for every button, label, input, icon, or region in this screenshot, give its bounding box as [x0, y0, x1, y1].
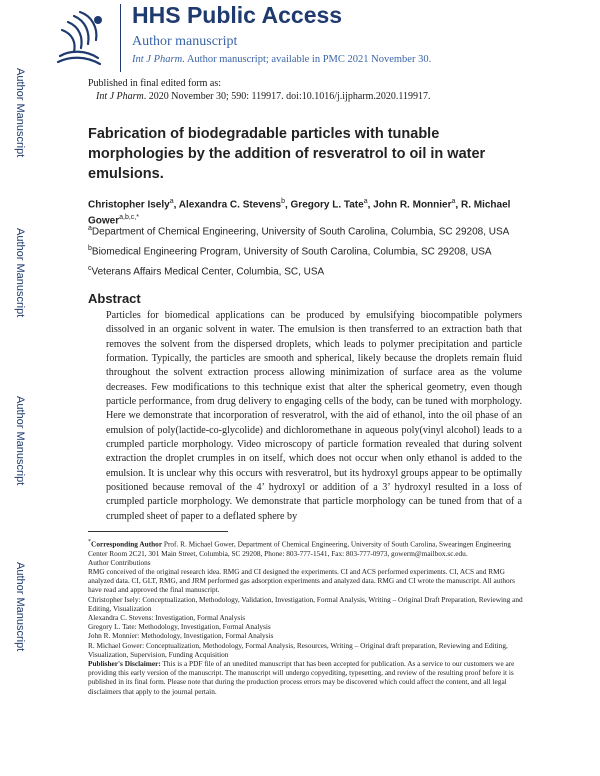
publication-details: . 2020 November 30; 590: 119917. doi:10.1016/j.ijpharm.2020.119917. [143, 91, 431, 102]
corresponding-author-text: Prof. R. Michael Gower, Department of Chemical Engineering, University of South Carolina, Swearingen Engineering Center Room 2C21, 301 Main Street, Columbia, SC 29208, Phone: 803-777-1541, Fax: 803-777-0973, gowerm@mailbox.sc.edu. [88, 539, 511, 558]
affiliation [88, 265, 324, 277]
side-label-author-manuscript: Author Manuscript [14, 68, 26, 158]
side-label-author-manuscript: Author Manuscript [14, 396, 26, 486]
credit-statement: R. Michael Gower: Conceptualization, Methodology, Formal Analysis, Resources, Writing – Original draft preparation, Reviewing and Editing, Visualization, Supervision, Funding Acquisition [88, 640, 508, 659]
affiliation-sup: b [88, 245, 92, 252]
credit-statement: Gregory L. Tate: Methodology, Investigation, Formal Analysis [88, 622, 271, 632]
header-citation-rest: . Author manuscript; available in PMC 2021 November 30. [182, 54, 432, 65]
abstract-body: Particles for biomedical applications can be produced by emulsifying biocompatible polymers dissolved in an organic solvent in water. The emulsion is then transferred to an extraction bath that removes the solvent from the dispersed droplets, which leads to polymer precipitation and particle formation. Typically, the particles are smooth and spherical, likely because the droplets remain fluid throughout the solvent extraction process allowing minimization of surface area as the volume decreases. Few modifications to this technique exist that alter the spherical geometry, even though particle performance, from drug delivery to engaging cells of the body, can be tuned with morphology. Here we demonstrate that incorporation of resveratrol, with the aid of ethanol, into the oil phase of an emulsion of poly(lactide-co-glycolide) and dichloromethane in aqueous poly(vinyl alcohol) leads to a crumpled particle morphology. Video microscopy of particle formation revealed that during solvent extraction the droplet crumples in on itself, which does not occur when only ethanol is added to the emulsion. It is unclear why this occurs with resveratrol, but its hydroxyl groups appear to be optimally positioned because removal of the 4’ hydroxyl or addition of a 3’ hydroxyl resulted in a loss of crumpled particle morphology. We demonstrate that particle morphology can be tuned from that of a crumpled sheet of paper to a deflated sphere by [106, 310, 522, 522]
affiliation-sup: c [88, 265, 92, 272]
hhs-eagle-logo-icon [40, 6, 118, 72]
journal-abbrev: Int J Pharm [132, 54, 183, 65]
abstract-heading: Abstract [88, 291, 141, 306]
affiliation-text: Department of Chemical Engineering, University of South Carolina, Columbia, SC 29208, USA [91, 226, 510, 238]
author-name: Alexandra C. Stevens [178, 199, 282, 211]
header-divider [120, 4, 121, 72]
affiliation-text: Veterans Affairs Medical Center, Columbia, SC, USA [91, 266, 325, 278]
affiliation [88, 245, 492, 257]
article-title: Fabrication of biodegradable particles with tunable morphologies by the addition of resveratrol to oil in water emulsions. [88, 126, 486, 182]
credit-statement: Alexandra C. Stevens: Investigation, Formal Analysis [88, 613, 246, 623]
disclaimer-text: This is a PDF file of an unedited manuscript that has been accepted for publication. As a service to our customers we are providing this early version of the manuscript. The manuscript will undergo copyediting, typesetting, and review of the resulting proof before it is published in its final form. Please note that during the production process errors may be discovered which could affect the content, and all legal disclaimers that apply to the journal pertain. [88, 659, 515, 696]
author-affil-sup: a [169, 198, 174, 205]
corresponding-author-label: Corresponding Author [91, 539, 163, 549]
author-affil-sup: a [363, 198, 368, 205]
author-affil-sup: a [451, 198, 456, 205]
contributions-text: RMG conceived of the original research idea. RMG and CI designed the experiments. CI and ACS performed experiments. CI, ACS and RMG analyzed data. CI, GLT, RMG, and JRM performed gas adsorption experiments and analyzed data. RMG and CI wrote the manuscript. All authors have read and approved the final manuscript. [88, 567, 515, 595]
disclaimer-label: Publisher's Disclaimer: [88, 659, 161, 669]
publication-citation [96, 91, 431, 102]
hhs-public-access-title: HHS Public Access [132, 2, 343, 28]
author-affil-sup: a,b,c,* [119, 214, 139, 222]
affiliation-sup: a [88, 225, 92, 232]
affiliation [88, 225, 509, 237]
author-name: John R. Monnier [373, 199, 452, 211]
author-list: Christopher Isely$^a$, Alexandra C. Stevens$^b$, Gregory L. Tate$^a$, John R. Monnier$^a$, R. Michael Gower$^{a,b,c,*}$ [88, 198, 511, 227]
side-label-author-manuscript: Author Manuscript [14, 562, 26, 652]
credit-statement: John R. Monnier: Methodology, Investigation, Formal Analysis [88, 631, 274, 641]
credit-statement: Christopher Isely: Conceptualization, Methodology, Validation, Investigation, Formal Analysis, Writing – Original Draft Preparation, Reviewing and Editing, Visualization [88, 594, 523, 613]
author-name: Christopher Isely [88, 199, 170, 211]
header-citation [132, 54, 431, 65]
author-affil-sup: b [281, 198, 285, 205]
footnote-rule [88, 531, 228, 532]
side-label-author-manuscript: Author Manuscript [14, 228, 26, 318]
footnotes [88, 538, 528, 696]
author-name: R. Michael Gower [88, 199, 511, 227]
publisher-disclaimer [88, 659, 528, 696]
published-form-label: Published in final edited form as: [88, 78, 222, 89]
author-manuscript-subtitle: Author manuscript [132, 34, 238, 49]
publication-journal: Int J Pharm [96, 91, 144, 102]
author-name: Gregory L. Tate [290, 199, 364, 211]
affiliation-text: Biomedical Engineering Program, University of South Carolina, Columbia, SC 29208, USA [91, 246, 492, 258]
corresponding-author-note: *Corresponding Author Prof. R. Michael Gower, Department of Chemical Engineering, University of South Carolina, Swearingen Engineering Center Room 2C21, 301 Main Street, Columbia, SC 29208, Phone: 803-777-1541, Fax: 803-777-0973, gowerm@mailbox.sc.edu. [88, 539, 511, 558]
contributions-heading: Author Contributions [88, 557, 151, 567]
